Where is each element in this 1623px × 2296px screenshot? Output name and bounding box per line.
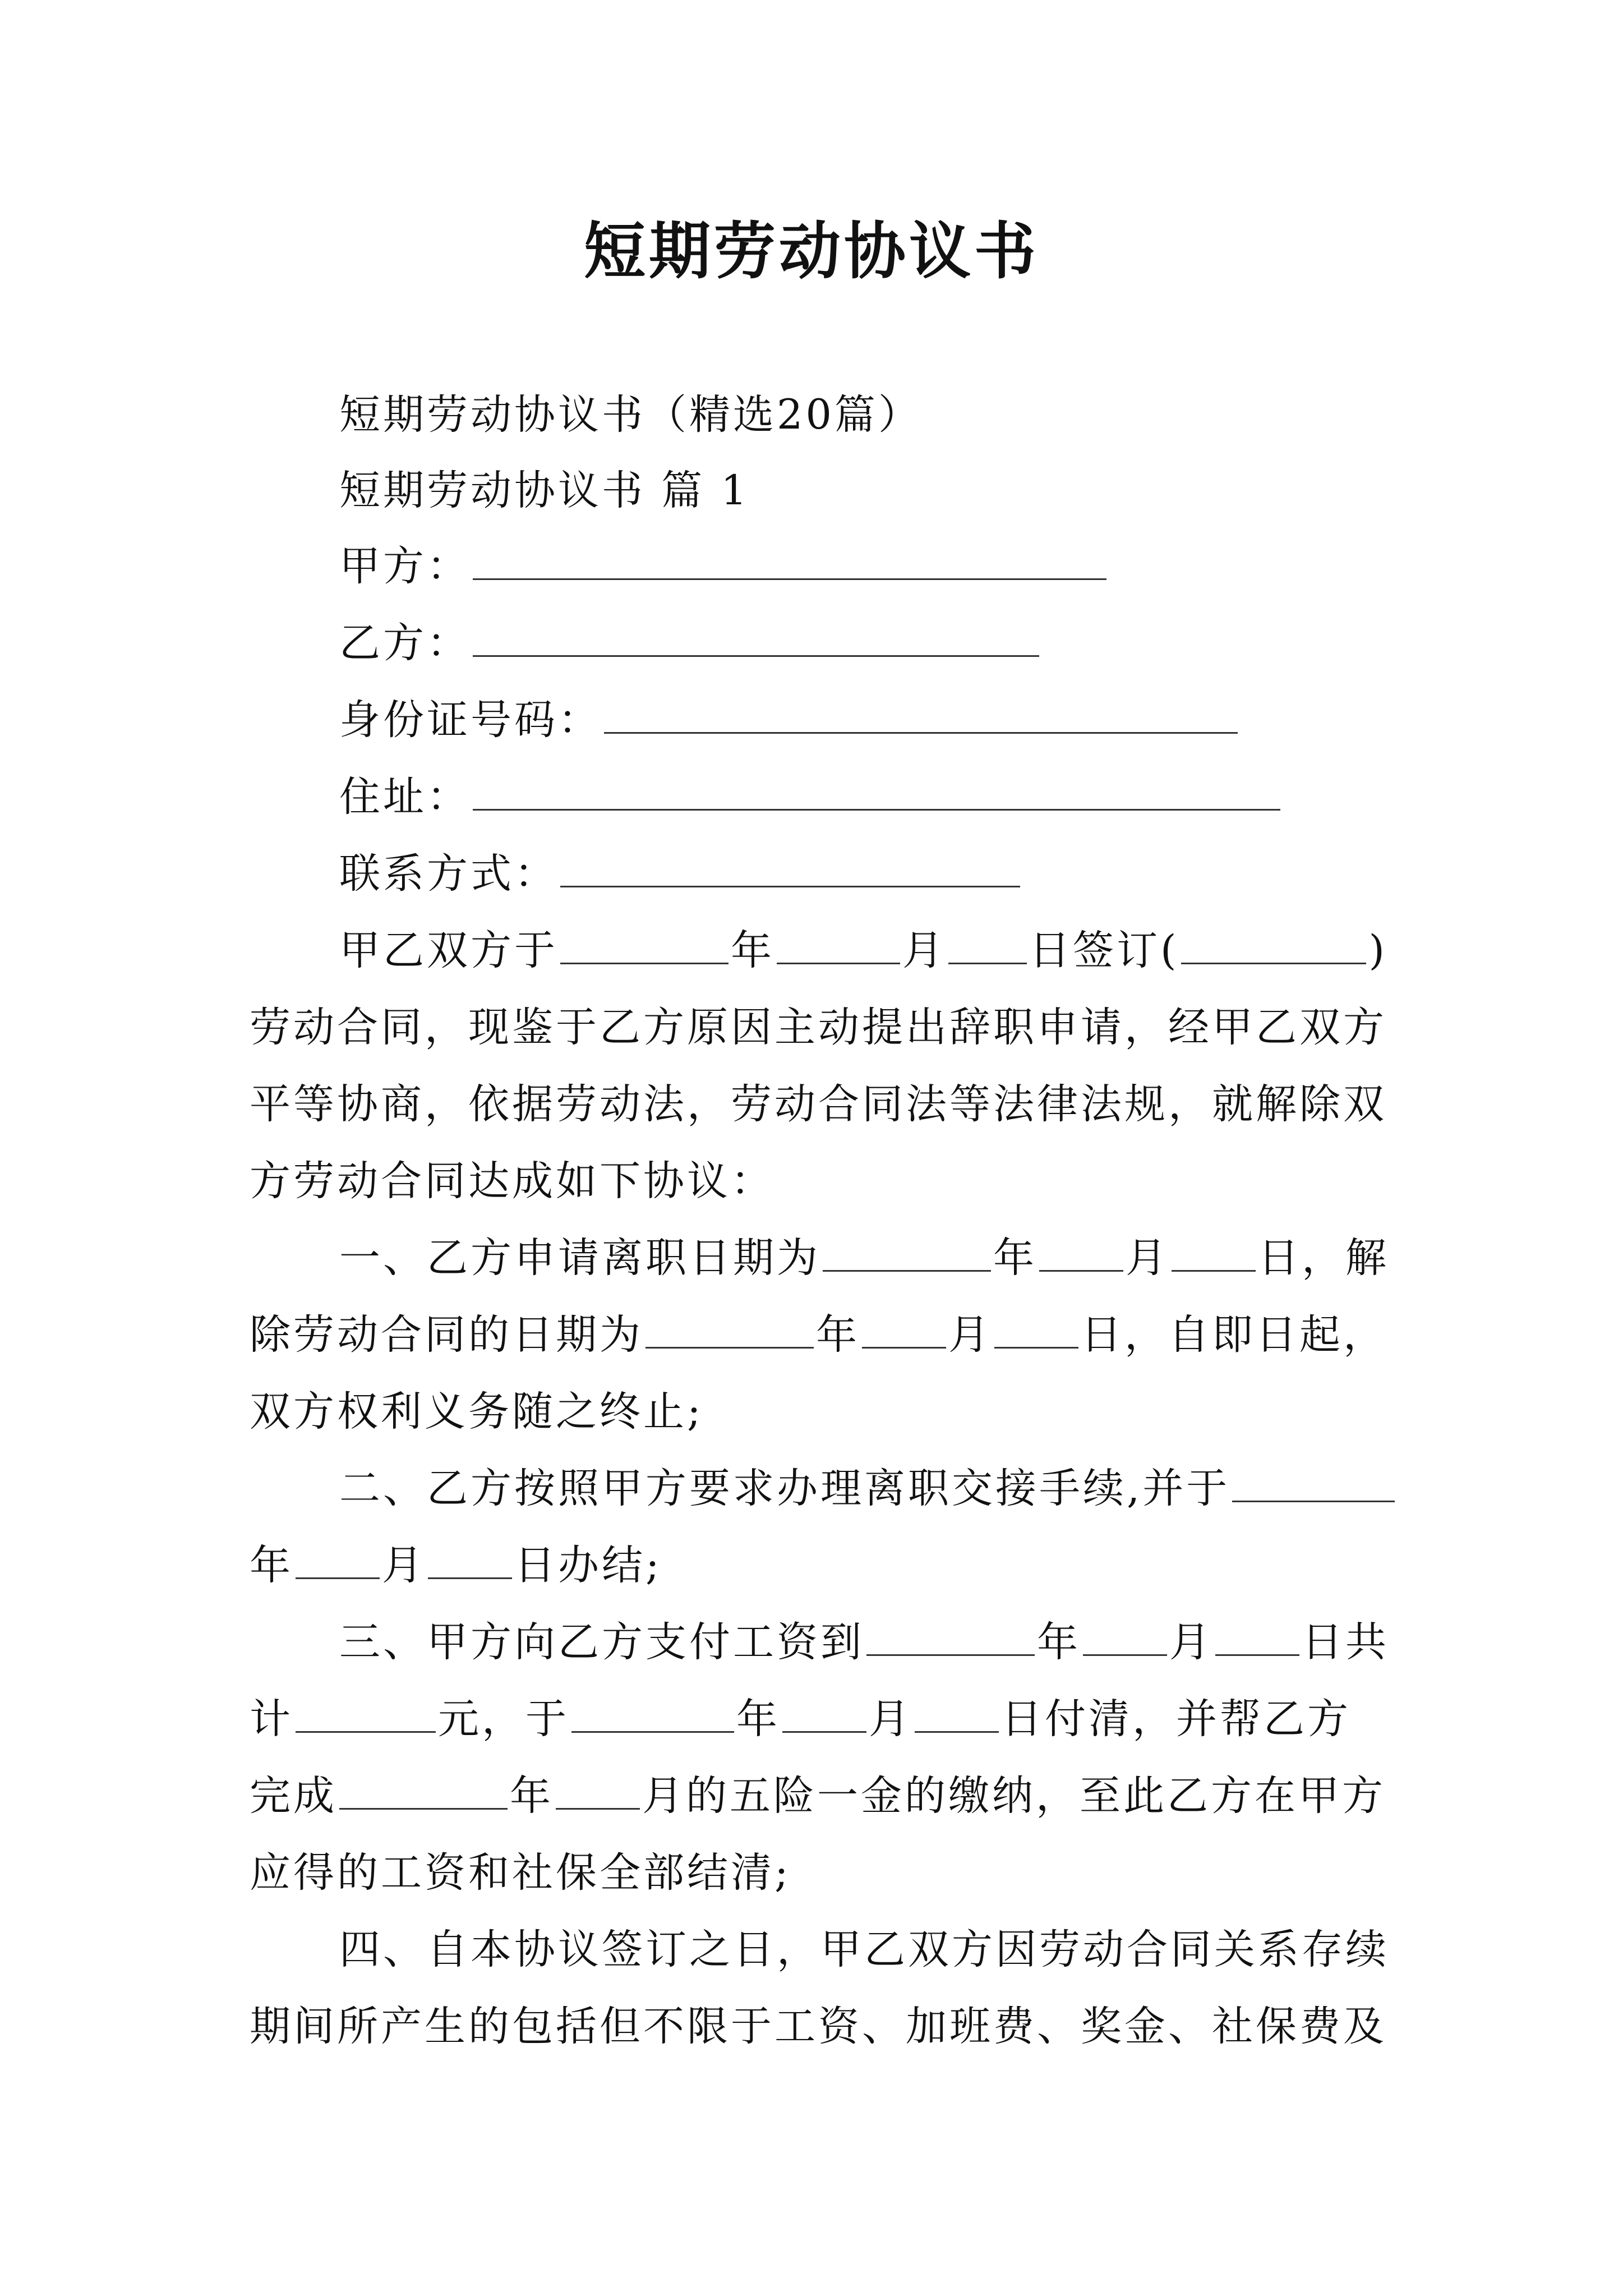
para3-line4: 应得的工资和社保全部结清; xyxy=(250,1849,791,1897)
text: 年 xyxy=(993,1234,1037,1282)
party-a-field xyxy=(339,539,1539,595)
day-blank[interactable] xyxy=(1172,1234,1256,1272)
text: 一、乙方申请离职日期为 xyxy=(339,1234,820,1282)
party-a-blank[interactable] xyxy=(473,542,1106,580)
month-blank[interactable] xyxy=(777,927,900,964)
address-label: 住址： xyxy=(339,773,471,821)
party-a-label: 甲方： xyxy=(339,542,471,590)
para0-line3: 平等协商，依据劳动法，劳动合同法等法律法规，就解除双 xyxy=(250,1080,1387,1128)
para2-line1 xyxy=(339,1461,1539,1517)
party-b-field xyxy=(339,615,1539,671)
piece-heading: 短期劳动协议书 篇 1 xyxy=(339,467,750,514)
para0-line1 xyxy=(339,923,1539,979)
para1-line1 xyxy=(339,1230,1539,1286)
text: 日付清，并帮乙方 xyxy=(1001,1695,1351,1743)
text: 甲乙双方于 xyxy=(339,927,558,974)
para3-line3 xyxy=(250,1768,1450,1824)
text: 月 xyxy=(1169,1618,1213,1666)
contact-field xyxy=(339,846,1539,902)
para2-line2 xyxy=(250,1538,1450,1594)
para0-line2: 劳动合同，现鉴于乙方原因主动提出辞职申请，经甲乙双方 xyxy=(250,1004,1387,1051)
text: 完成 xyxy=(250,1772,337,1820)
text: 计 xyxy=(250,1695,293,1743)
address-blank[interactable] xyxy=(473,773,1280,811)
id-number-blank[interactable] xyxy=(604,696,1238,734)
month-blank[interactable] xyxy=(556,1772,640,1810)
amount-blank[interactable] xyxy=(296,1695,436,1733)
month-blank[interactable] xyxy=(1083,1618,1167,1656)
address-field xyxy=(339,769,1539,825)
id-number-label: 身份证号码： xyxy=(339,696,602,744)
text: 月 xyxy=(382,1542,426,1589)
year-blank[interactable] xyxy=(823,1234,991,1272)
day-blank[interactable] xyxy=(994,1311,1078,1349)
month-blank[interactable] xyxy=(782,1695,866,1733)
text: 日，自即日起， xyxy=(1081,1311,1387,1359)
para4-line1: 四、自本协议签订之日，甲乙双方因劳动合同关系存续 xyxy=(339,1926,1389,1973)
day-blank[interactable] xyxy=(948,927,1027,964)
para4-line2: 期间所产生的包括但不限于工资、加班费、奖金、社保费及 xyxy=(250,2003,1387,2050)
id-number-field xyxy=(339,692,1539,748)
year-blank[interactable] xyxy=(339,1772,508,1810)
text: 月的五险一金的缴纳，至此乙方在甲方 xyxy=(642,1772,1386,1820)
party-b-label: 乙方： xyxy=(339,619,471,667)
text: 月 xyxy=(948,1311,992,1359)
contract-name-blank[interactable] xyxy=(1181,927,1366,964)
para3-line2 xyxy=(250,1691,1450,1747)
text: 年 xyxy=(731,927,774,974)
text: 元，于 xyxy=(438,1695,569,1743)
text: 日，解 xyxy=(1258,1234,1389,1282)
year-blank[interactable] xyxy=(645,1311,814,1349)
text: 月 xyxy=(902,927,946,974)
day-blank[interactable] xyxy=(915,1695,999,1733)
text: 二、乙方按照甲方要求办理离职交接手续,并于 xyxy=(339,1465,1230,1512)
para3-line1 xyxy=(339,1614,1539,1671)
day-blank[interactable] xyxy=(428,1542,512,1579)
text: 除劳动合同的日期为 xyxy=(250,1311,643,1359)
year-blank[interactable] xyxy=(866,1618,1035,1656)
month-blank[interactable] xyxy=(296,1542,380,1579)
para1-line2 xyxy=(250,1307,1450,1363)
text: 年 xyxy=(250,1542,293,1589)
party-b-blank[interactable] xyxy=(473,619,1039,657)
para1-line3: 双方权利义务随之终止; xyxy=(250,1388,704,1435)
text: 三、甲方向乙方支付工资到 xyxy=(339,1618,864,1666)
text: 月 xyxy=(869,1695,912,1743)
day-blank[interactable] xyxy=(1215,1618,1299,1656)
text: 年 xyxy=(510,1772,554,1820)
text: 年 xyxy=(816,1311,860,1359)
text: 月 xyxy=(1126,1234,1169,1282)
text: 年 xyxy=(736,1695,780,1743)
para0-line4: 方劳动合同达成如下协议： xyxy=(250,1157,774,1205)
text: ) xyxy=(1368,927,1387,974)
year-blank[interactable] xyxy=(571,1695,734,1733)
text: 日签订( xyxy=(1029,927,1179,974)
collection-heading: 短期劳动协议书（精选20篇） xyxy=(339,391,922,439)
text: 日共 xyxy=(1302,1618,1389,1666)
year-blank[interactable] xyxy=(560,927,728,964)
year-blank[interactable] xyxy=(1232,1465,1395,1502)
month-blank[interactable] xyxy=(1039,1234,1123,1272)
month-blank[interactable] xyxy=(862,1311,946,1349)
contact-label: 联系方式： xyxy=(339,850,558,898)
text: 日办结; xyxy=(514,1542,662,1589)
document-title: 短期劳动协议书 xyxy=(584,215,1039,287)
contact-blank[interactable] xyxy=(560,850,1020,887)
text: 年 xyxy=(1037,1618,1081,1666)
